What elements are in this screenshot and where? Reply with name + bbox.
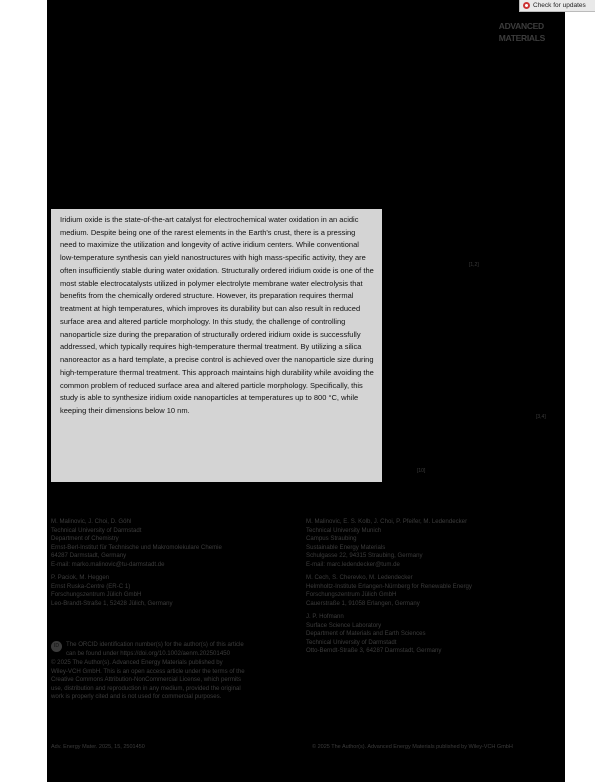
reference-marker[interactable]: [10] bbox=[417, 468, 426, 474]
affiliation-line: M. Malinovic, E. S. Kolb, J. Choi, P. Pfeifer, M. Ledendecker bbox=[306, 518, 468, 525]
affiliation-line: Ernst Ruska-Centre (ER-C 1) bbox=[51, 582, 131, 590]
affiliation-line: Schulgasse 22, 94315 Straubing, Germany bbox=[306, 552, 423, 560]
license-note bbox=[51, 659, 245, 702]
affiliation-line: Otto-Berndt-Straße 3, 64287 Darmstadt, Germany bbox=[306, 647, 442, 655]
journal-logo-line1: ADVANCED bbox=[498, 21, 544, 31]
orcid-link[interactable]: can be found under https://doi.org/10.1002/aenm.202501450 bbox=[66, 649, 230, 657]
affiliation-line: Department of Materials and Earth Sciences bbox=[306, 630, 426, 638]
orcid-line: The ORCID identification number(s) for the author(s) of this article bbox=[66, 641, 244, 648]
affiliation-line: M. Cech, S. Cherevko, M. Ledendecker bbox=[306, 574, 413, 581]
abstract-box: Iridium oxide is the state-of-the-art catalyst for electrochemical water oxidation in an acidic medium. Despite being one of the rarest elements in the Earth's crust, there is a pressing need to maximize the utilization and longevity of active iridium centers. While conventional low-temperature synthesis can yield nanostructures with high mass-specific activity, they are often insufficiently stable during water oxidation. Structurally ordered iridium oxide is one of the most stable electrocatalysts utilized in polymer electrolyte membrane water electrolysis that benefits from the chemically ordered structure. However, its preparation requires thermal treatment at high temperatures, which improves its durability but can also result in reduced surface area and altered particle morphology. In this study, the challenge of controlling nanoparticle size during the preparation of structurally ordered iridium oxide is successfully addressed, which typically requires high-temperature thermal treatment. By utilizing a silica nanoreactor as a hard template, a precise control is achieved over the nanoparticle size during high-temperature thermal treatment. This approach maintains high durability while avoiding the common problem of reduced surface area and altered particle morphology. Specifically, this study is able to synthesize iridium oxide nanoparticles at temperatures up to 800 °C, while keeping their dimensions below 10 nm. bbox=[51, 209, 382, 482]
affiliation-block-left-1 bbox=[51, 518, 222, 570]
affiliation-email[interactable]: E-mail: marko.malinovic@tu-darmstadt.de bbox=[51, 560, 165, 568]
license-line: Wiley-VCH GmbH. This is an open access article under the terms of the bbox=[51, 667, 245, 675]
affiliation-block-right-2 bbox=[306, 574, 472, 608]
journal-logo-line2: MATERIALS bbox=[498, 33, 545, 43]
affiliation-line: Technical University Munich bbox=[306, 526, 382, 534]
affiliation-line: Campus Straubing bbox=[306, 535, 357, 543]
affiliation-line: Sustainable Energy Materials bbox=[306, 543, 386, 551]
orcid-note bbox=[66, 641, 244, 658]
reference-marker[interactable]: [1,2] bbox=[469, 262, 479, 268]
affiliation-line: Forschungszentrum Jülich GmbH bbox=[51, 591, 142, 599]
orcid-icon: ID bbox=[51, 641, 62, 652]
affiliation-line: Forschungszentrum Jülich GmbH bbox=[306, 591, 397, 599]
affiliation-block-right-3 bbox=[306, 613, 441, 656]
journal-logo bbox=[499, 20, 545, 44]
affiliation-line: Technical University of Darmstadt bbox=[51, 526, 142, 534]
footer-citation: Adv. Energy Mater. 2025, 15, 2501450 bbox=[51, 744, 145, 750]
crossmark-icon bbox=[523, 2, 530, 9]
check-updates-label: Check for updates bbox=[533, 2, 586, 9]
license-line: Creative Commons Attribution-NonCommercial License, which permits bbox=[51, 676, 241, 684]
affiliation-line: Surface Science Laboratory bbox=[306, 621, 382, 629]
affiliation-line: Leo-Brandt-Straße 1, 52428 Jülich, Germany bbox=[51, 599, 173, 607]
affiliation-line: Cauerstraße 1, 91058 Erlangen, Germany bbox=[306, 599, 420, 607]
license-line: © 2025 The Author(s). Advanced Energy Materials published by bbox=[51, 659, 223, 666]
check-for-updates-button[interactable] bbox=[519, 0, 595, 12]
affiliation-line: 64287 Darmstadt, Germany bbox=[51, 552, 127, 560]
affiliation-line: J. P. Hofmann bbox=[306, 613, 344, 620]
affiliation-block-right-1 bbox=[306, 518, 467, 570]
affiliation-line: Technical University of Darmstadt bbox=[306, 638, 397, 646]
affiliation-line: Ernst-Berl-Institut für Technische und Makromolekulare Chemie bbox=[51, 543, 222, 551]
affiliation-line: P. Paciok, M. Heggen bbox=[51, 574, 110, 581]
reference-marker[interactable]: [3,4] bbox=[536, 414, 546, 420]
affiliation-line: Department of Chemistry bbox=[51, 535, 119, 543]
license-line: work is properly cited and is not used for commercial purposes. bbox=[51, 693, 222, 701]
license-line: use, distribution and reproduction in any medium, provided the original bbox=[51, 684, 241, 692]
affiliation-block-left-2 bbox=[51, 574, 173, 608]
affiliation-line: M. Malinovic, J. Choi, D. Göhl bbox=[51, 518, 132, 525]
affiliation-email[interactable]: E-mail: marc.ledendecker@tum.de bbox=[306, 560, 400, 568]
footer-copyright: © 2025 The Author(s). Advanced Energy Materials published by Wiley-VCH GmbH bbox=[312, 744, 513, 750]
affiliation-line: Helmholtz-Institute Erlangen-Nürnberg for Renewable Energy bbox=[306, 582, 472, 590]
